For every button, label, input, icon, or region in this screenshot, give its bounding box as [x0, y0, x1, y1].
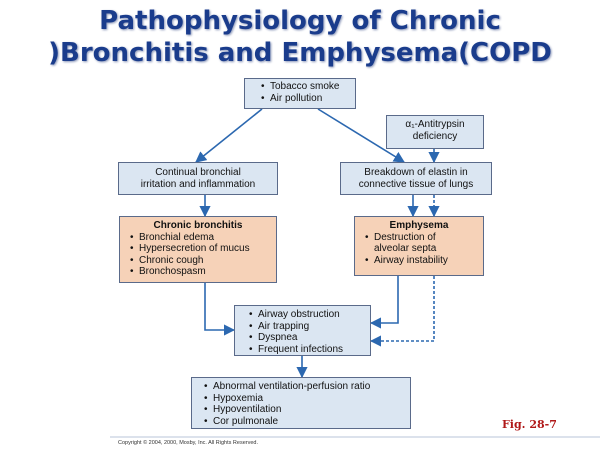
elastin-line-2: connective tissue of lungs [358, 178, 474, 190]
irritation-line-2: irritation and inflammation [140, 178, 256, 190]
copyright-notice: Copyright © 2004, 2000, Mosby, Inc. All Rights Reserved. [118, 440, 258, 446]
outcome-item: • Hypoxemia [204, 393, 410, 405]
box-airway-obstruction [234, 305, 371, 356]
slide-title-line-2: )Bronchitis and Emphysema(COPD [48, 38, 552, 68]
box-bronchial-irritation [118, 162, 278, 195]
box-chronic-bronchitis [119, 216, 277, 283]
arrow-emphysema-to-obstruction-dashed [371, 276, 434, 341]
emphysema-feature: • Destruction of [365, 232, 483, 244]
outcome-item: • Hypoventilation [204, 404, 410, 416]
antitrypsin-label-line-2: deficiency [412, 130, 458, 142]
arrow-causes-to-irritation [196, 109, 262, 162]
outcome-item: • Cor pulmonale [204, 416, 410, 428]
box-elastin-breakdown [340, 162, 492, 195]
bronchitis-symptom: • Chronic cough [130, 255, 276, 267]
box-causes [244, 78, 356, 109]
antitrypsin-label-line-1: α₁-Antitrypsin [405, 119, 465, 130]
emphysema-feature: • Airway instability [365, 255, 483, 267]
irritation-line-1: Continual bronchial [155, 167, 241, 178]
emphysema-heading: Emphysema [389, 220, 449, 231]
box-antitrypsin-deficiency [386, 115, 484, 149]
emphysema-feature: alveolar septa [374, 243, 437, 254]
figure-label: Fig. 28-7 [502, 418, 557, 431]
outcome-item: • Abnormal ventilation-perfusion ratio [204, 381, 410, 393]
obstruction-item: • Dyspnea [249, 332, 370, 344]
cause-item: • Air pollution [261, 93, 355, 105]
bronchitis-symptom: • Bronchospasm [130, 266, 276, 278]
obstruction-item: • Air trapping [249, 321, 370, 333]
bronchitis-symptom: • Bronchial edema [130, 232, 276, 244]
box-emphysema [354, 216, 484, 276]
chronic-bronchitis-heading: Chronic bronchitis [153, 220, 243, 231]
cause-item: • Tobacco smoke [261, 81, 355, 93]
elastin-line-1: Breakdown of elastin in [364, 167, 468, 178]
obstruction-item: • Frequent infections [249, 344, 370, 356]
slide-title-line-1: Pathophysiology of Chronic [99, 6, 501, 36]
box-outcomes [191, 377, 411, 429]
obstruction-item: • Airway obstruction [249, 309, 370, 321]
arrow-emphysema-to-obstruction [371, 276, 398, 323]
arrow-bronchitis-to-obstruction [205, 283, 234, 330]
bronchitis-symptom: • Hypersecretion of mucus [130, 243, 276, 255]
